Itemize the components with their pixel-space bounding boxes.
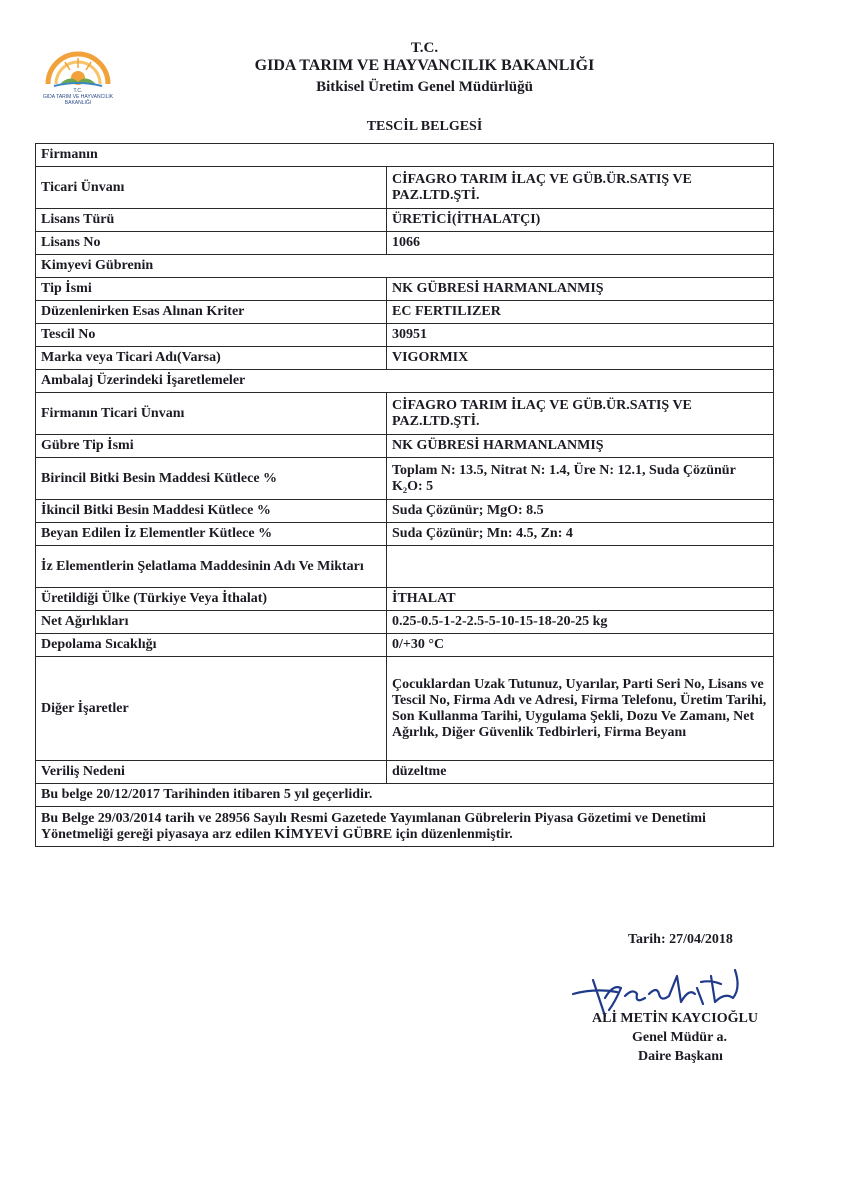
field-label: Birincil Bitki Besin Maddesi Kütlece % [36, 458, 387, 500]
document-title: TESCİL BELGESİ [366, 119, 483, 134]
table-row [36, 634, 774, 657]
field-value: düzeltme [387, 761, 774, 784]
field-label: Düzenlenirken Esas Alınan Kriter [36, 301, 387, 324]
field-value: Toplam N: 13.5, Nitrat N: 1.4, Üre N: 12.1, Suda Çözünür K₂O: 5 [387, 458, 774, 500]
table-row [36, 458, 774, 500]
field-label: Net Ağırlıkları [36, 611, 387, 634]
table-row [36, 657, 774, 761]
validity-note-row [36, 784, 774, 807]
table-row [36, 546, 774, 588]
field-label: Tescil No [36, 324, 387, 347]
table-row [36, 324, 774, 347]
section-heading: Kimyevi Gübrenin [36, 255, 774, 278]
signatory-name: ALİ METİN KAYCIOĞLU [592, 1011, 758, 1026]
field-value: NK GÜBRESİ HARMANLANMIŞ [387, 278, 774, 301]
field-value: CİFAGRO TARIM İLAÇ VE GÜB.ÜR.SATIŞ VE PAZ.LTD.ŞTİ. [387, 167, 774, 209]
field-label: Diğer İşaretler [36, 657, 387, 761]
table-row [36, 435, 774, 458]
table-row [36, 347, 774, 370]
field-label: Beyan Edilen İz Elementler Kütlece % [36, 523, 387, 546]
field-value: Çocuklardan Uzak Tutunuz, Uyarılar, Parti Seri No, Lisans ve Tescil No, Firma Adı ve Adresi, Firma Telefonu, Üretim Tarihi, Son Kullanma Tarihi, Uygulama Şekli, Dozu Ve Zamanı, Net Ağırlık, Diğer Güvenlik Tedbirleri, Firma Beyanı [387, 657, 774, 761]
table-row [36, 393, 774, 435]
field-label: İkincil Bitki Besin Maddesi Kütlece % [36, 500, 387, 523]
header-ministry: GIDA TARIM VE HAYVANCILIK BAKANLIĞI [254, 57, 595, 74]
table-row [36, 761, 774, 784]
field-value: Suda Çözünür; Mn: 4.5, Zn: 4 [387, 523, 774, 546]
field-label: Depolama Sıcaklığı [36, 634, 387, 657]
field-label: Gübre Tip İsmi [36, 435, 387, 458]
field-label: Tip İsmi [36, 278, 387, 301]
table-row [36, 588, 774, 611]
field-value: 0.25-0.5-1-2-2.5-5-10-15-18-20-25 kg [387, 611, 774, 634]
table-row [36, 278, 774, 301]
signatory-role: Genel Müdür a. [632, 1030, 728, 1045]
issue-date: Tarih: 27/04/2018 [628, 932, 733, 947]
signatory-department: Daire Başkanı [638, 1049, 723, 1064]
field-value: 30951 [387, 324, 774, 347]
field-value: Suda Çözünür; MgO: 8.5 [387, 500, 774, 523]
header-tc: T.C. [410, 40, 439, 56]
section-row-packaging [36, 370, 774, 393]
regulation-note: Bu Belge 29/03/2014 tarih ve 28956 Sayılı Resmi Gazetede Yayımlanan Gübrelerin Piyasa Gözetimi ve Denetimi Yönetmeliği gereği piyasaya arz edilen KİMYEVİ GÜBRE için düzenlenmiştir. [36, 807, 774, 847]
field-value [387, 546, 774, 588]
section-row-company [36, 144, 774, 167]
field-label: İz Elementlerin Şelatlama Maddesinin Adı Ve Miktarı [36, 546, 387, 588]
field-value: EC FERTILIZER [387, 301, 774, 324]
field-label: Firmanın Ticari Ünvanı [36, 393, 387, 435]
table-row [36, 167, 774, 209]
table-row [36, 301, 774, 324]
table-row [36, 232, 774, 255]
field-label: Marka veya Ticari Adı(Varsa) [36, 347, 387, 370]
field-label: Veriliş Nedeni [36, 761, 387, 784]
field-label: Lisans No [36, 232, 387, 255]
field-value: ÜRETİCİ(İTHALATÇI) [387, 209, 774, 232]
field-label: Lisans Türü [36, 209, 387, 232]
table-row [36, 500, 774, 523]
table-row [36, 611, 774, 634]
regulation-note-row [36, 807, 774, 847]
table-row [36, 209, 774, 232]
field-value: İTHALAT [387, 588, 774, 611]
field-label: Üretildiği Ülke (Türkiye Veya İthalat) [36, 588, 387, 611]
field-label: Ticari Ünvanı [36, 167, 387, 209]
logo-caption-line: GIDA TARIM VE HAYVANCILIK [42, 94, 114, 100]
field-value: NK GÜBRESİ HARMANLANMIŞ [387, 435, 774, 458]
section-heading: Firmanın [36, 144, 774, 167]
logo-caption-line: T.C. [73, 88, 83, 94]
section-heading: Ambalaj Üzerindeki İşaretlemeler [36, 370, 774, 393]
table-row [36, 523, 774, 546]
registration-table [35, 143, 774, 847]
field-value: 1066 [387, 232, 774, 255]
field-value: VIGORMIX [387, 347, 774, 370]
header-directorate: Bitkisel Üretim Genel Müdürlüğü [316, 79, 533, 95]
field-value: CİFAGRO TARIM İLAÇ VE GÜB.ÜR.SATIŞ VE PAZ.LTD.ŞTİ. [387, 393, 774, 435]
field-value: 0/+30 °C [387, 634, 774, 657]
logo-caption-line: BAKANLIĞI [64, 100, 92, 106]
validity-note: Bu belge 20/12/2017 Tarihinden itibaren 5 yıl geçerlidir. [36, 784, 774, 807]
section-row-fertilizer [36, 255, 774, 278]
